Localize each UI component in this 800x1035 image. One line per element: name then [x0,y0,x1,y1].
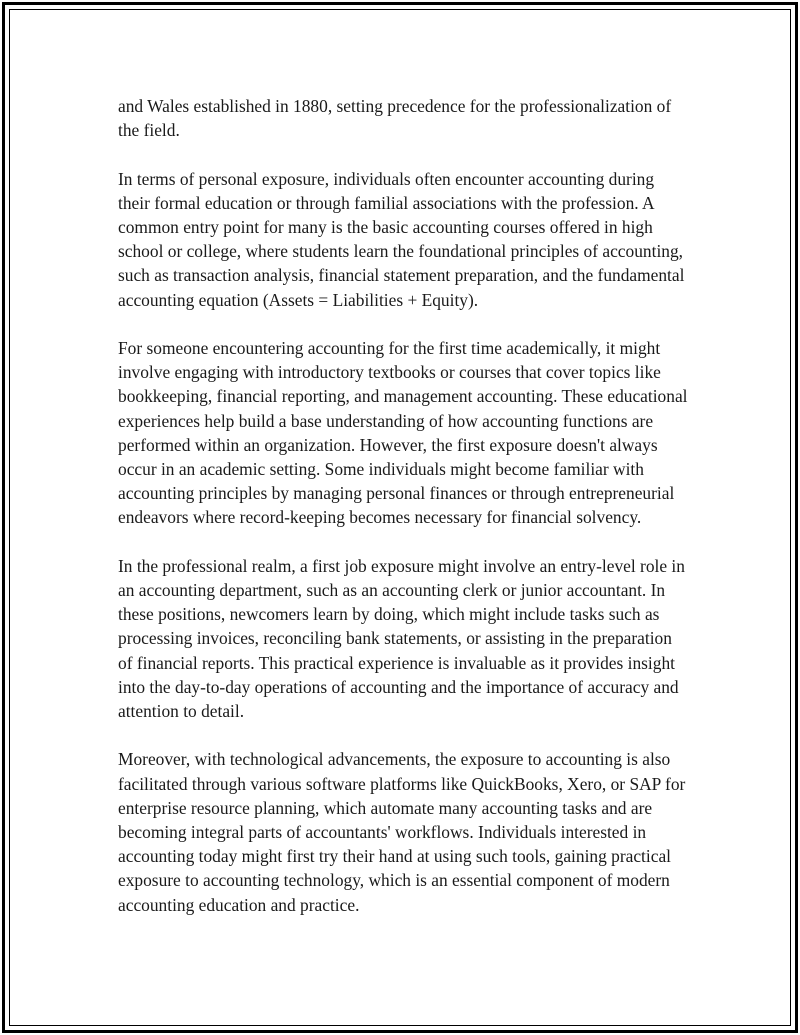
paragraph-history-continuation: and Wales established in 1880, setting precedence for the professionalization of the field. [118,96,672,141]
document-body [118,94,690,917]
paragraph-personal-exposure: In terms of personal exposure, individuals often encounter accounting during their formal education or through familial associations with the profession. A common entry point for many is the basic accounting courses offered in high school or college, where students learn the foundational principles of accounting, such as transaction analysis, financial statement preparation, and the fundamental accounting equation (Assets = Liabilities + Equity). [118,168,685,310]
paragraph-professional-exposure: In the professional realm, a first job exposure might involve an entry-level role in an accounting department, such as an accounting clerk or junior accountant. In these positions, newcomers learn by doing, which might include tasks such as processing invoices, reconciling bank statements, or assisting in the preparation of financial reports. This practical experience is invaluable as it provides insight into the day-to-day operations of accounting and the importance of accuracy and attention to detail. [118,555,685,722]
paragraph-academic-exposure: For someone encountering accounting for the first time academically, it might involve engaging with introductory textbooks or courses that cover topics like bookkeeping, financial reporting, and management accounting. These educational experiences help build a base understanding of how accounting functions are performed within an organization. However, the first exposure doesn't always occur in an academic setting. Some individuals might become familiar with accounting principles by managing personal finances or through entrepreneurial endeavors where record-keeping becomes necessary for financial solvency. [118,338,688,528]
paragraph-technology-exposure: Moreover, with technological advancements, the exposure to accounting is also facilitated through various software platforms like QuickBooks, Xero, or SAP for enterprise resource planning, which automate many accounting tasks and are becoming integral parts of accountants' workflows. Individuals interested in accounting today might first try their hand at using such tools, gaining practical exposure to accounting technology, which is an essential component of modern accounting education and practice. [118,749,686,915]
